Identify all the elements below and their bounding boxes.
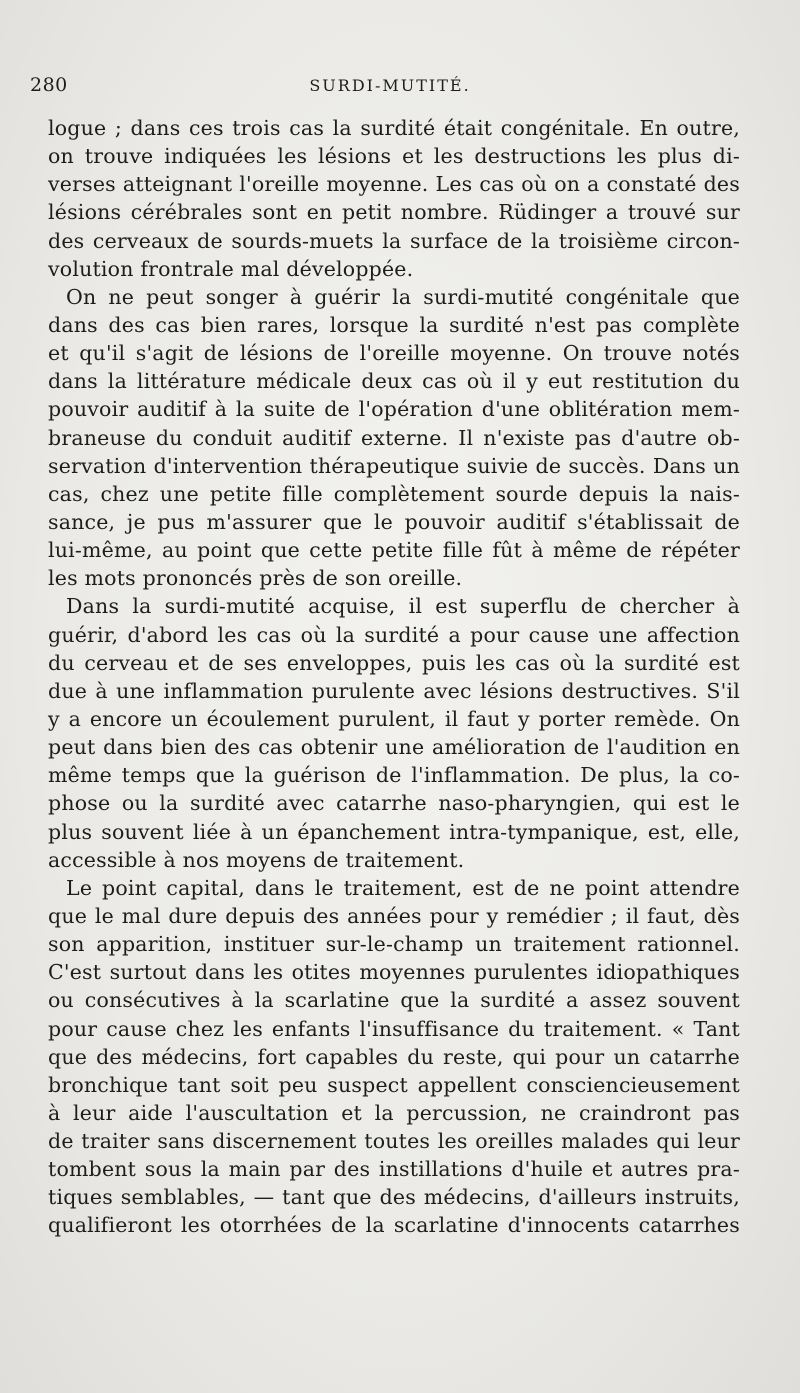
text-line: tiques semblables, — tant que des médecins, d'ailleurs instruits,	[48, 1185, 740, 1210]
text-line: verses atteignant l'oreille moyenne. Les cas où on a constaté des	[48, 172, 740, 197]
text-line: braneuse du conduit auditif externe. Il n'existe pas d'autre ob-	[48, 425, 740, 450]
text-line: même temps que la guérison de l'inflammation. De plus, la co-	[48, 763, 740, 788]
text-line: du cerveau et de ses enveloppes, puis les cas où la surdité est	[48, 650, 740, 675]
text-line: et qu'il s'agit de lésions de l'oreille moyenne. On trouve notés	[48, 341, 740, 366]
text-line: accessible à nos moyens de traitement.	[48, 847, 465, 872]
paragraph-start-line: Le point capital, dans le traitement, est de ne point attendre	[66, 875, 740, 900]
text-line: servation d'intervention thérapeutique suivie de succès. Dans un	[48, 453, 740, 478]
text-line: lui-même, au point que cette petite fille fût à même de répéter	[48, 538, 740, 563]
text-line: on trouve indiquées les lésions et les destructions les plus di-	[48, 144, 740, 169]
text-line: pouvoir auditif à la suite de l'opération d'une oblitération mem-	[48, 397, 740, 422]
page-header	[30, 74, 750, 104]
paragraph-start-line: On ne peut songer à guérir la surdi-mutité congénitale que	[66, 284, 740, 309]
text-line: volution frontrale mal développée.	[48, 256, 414, 281]
text-line: lésions cérébrales sont en petit nombre. Rüdinger a trouvé sur	[48, 200, 740, 225]
body-text	[48, 114, 740, 1240]
text-line: de traiter sans discernement toutes les oreilles malades qui leur	[48, 1129, 740, 1154]
text-line: peut dans bien des cas obtenir une amélioration de l'audition en	[48, 735, 740, 760]
text-line: logue ; dans ces trois cas la surdité était congénitale. En outre,	[48, 116, 740, 140]
text-line: son apparition, instituer sur-le-champ un traitement rationnel.	[48, 932, 740, 957]
text-line: tombent sous la main par des instillations d'huile et autres pra-	[48, 1157, 740, 1182]
text-line: due à une inflammation purulente avec lésions destructives. S'il	[48, 678, 740, 703]
page-number: 280	[30, 74, 68, 96]
text-line: à leur aide l'auscultation et la percussion, ne craindront pas	[48, 1100, 740, 1125]
running-title: SURDI-MUTITÉ.	[309, 76, 471, 95]
text-line: bronchique tant soit peu suspect appellent consciencieusement	[48, 1072, 740, 1097]
text-line: les mots prononcés près de son oreille.	[48, 566, 463, 591]
text-line: plus souvent liée à un épanchement intra-tympanique, est, elle,	[48, 819, 740, 844]
text-line: que des médecins, fort capables du reste, qui pour un catarrhe	[48, 1044, 740, 1069]
text-line: cas, chez une petite fille complètement sourde depuis la nais-	[48, 481, 740, 506]
text-line: dans des cas bien rares, lorsque la surdité n'est pas complète	[48, 312, 740, 337]
text-line: C'est surtout dans les otites moyennes purulentes idiopathiques	[48, 960, 740, 985]
text-line: y a encore un écoulement purulent, il faut y porter remède. On	[48, 706, 740, 731]
text-line: ou consécutives à la scarlatine que la surdité a assez souvent	[48, 988, 740, 1013]
text-line: que le mal dure depuis des années pour y remédier ; il faut, dès	[48, 903, 740, 928]
text-line: pour cause chez les enfants l'insuffisance du traitement. « Tant	[48, 1016, 740, 1041]
text-line: phose ou la surdité avec catarrhe naso-pharyngien, qui est le	[48, 791, 740, 816]
text-line: sance, je pus m'assurer que le pouvoir auditif s'établissait de	[48, 509, 740, 534]
text-line: des cerveaux de sourds-muets la surface de la troisième circon-	[48, 228, 740, 253]
text-line: qualifieront les otorrhées de la scarlatine d'innocents catarrhes	[48, 1213, 740, 1238]
text-line: guérir, d'abord les cas où la surdité a pour cause une affection	[48, 622, 740, 647]
text-line: dans la littérature médicale deux cas où il y eut restitution du	[48, 369, 740, 394]
paragraph-start-line: Dans la surdi-mutité acquise, il est superflu de chercher à	[66, 594, 740, 619]
